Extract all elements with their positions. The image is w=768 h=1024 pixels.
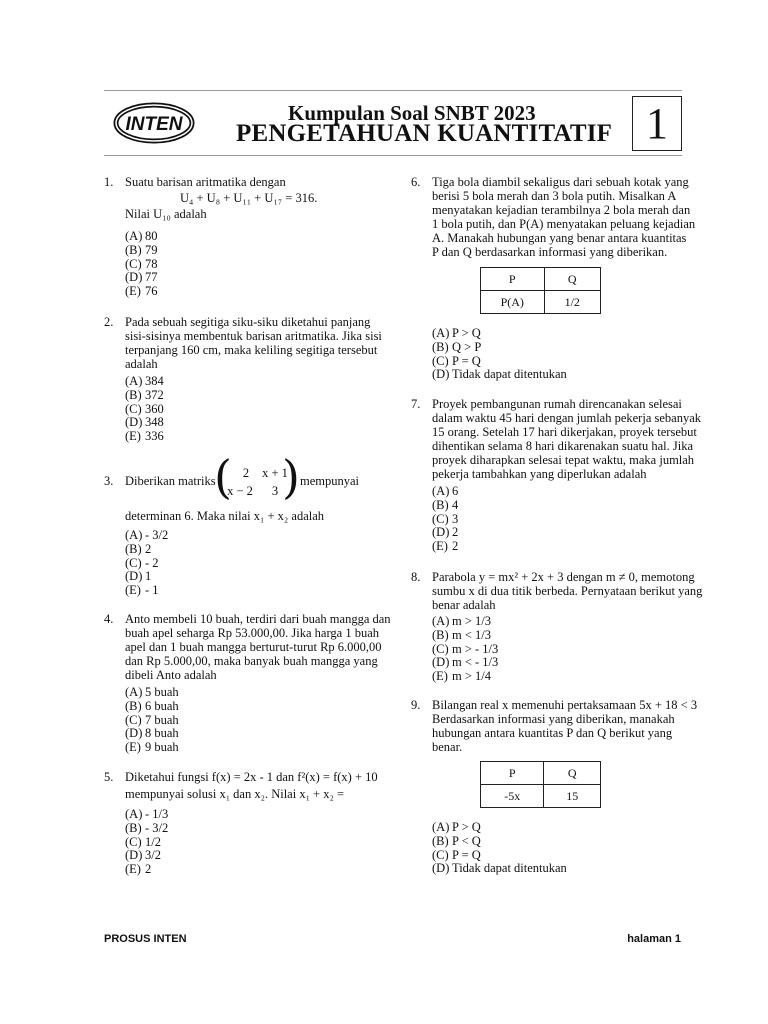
question-number: 3. — [104, 474, 114, 488]
option[interactable]: (A) 80 — [125, 229, 158, 243]
matrix-cell: 3 — [271, 484, 279, 498]
table-cell: 1/2 — [544, 291, 600, 314]
question-6-table — [480, 267, 601, 314]
option[interactable]: (C) P = Q — [432, 353, 481, 368]
table-header-cell: Q — [544, 268, 600, 291]
option[interactable]: (B) 4 — [432, 497, 459, 512]
question-5-options — [125, 808, 168, 877]
question-number: 6. — [411, 175, 421, 189]
option[interactable]: (A) - 3/2 — [125, 528, 169, 542]
option[interactable]: (D) m < - 1/3 — [432, 655, 499, 670]
option[interactable]: (C) 78 — [125, 256, 158, 271]
option[interactable]: (B) 6 buah — [125, 698, 179, 713]
option[interactable]: (E) - 1 — [125, 583, 159, 598]
option[interactable]: (B) m < 1/3 — [432, 627, 491, 642]
option[interactable]: (A) 5 buah — [125, 685, 179, 699]
left-paren-icon: ( — [214, 450, 232, 504]
option[interactable]: (D) 348 — [125, 415, 164, 430]
question-3-text: mempunyai — [300, 474, 360, 488]
option[interactable]: (A) P > Q — [432, 820, 481, 834]
matrix-cell: x + 1 — [262, 466, 288, 480]
question-1-line: Nilai U₁₀ adalah — [125, 207, 207, 221]
question-number: 2. — [104, 315, 114, 329]
option[interactable]: (C) 1/2 — [125, 834, 161, 849]
header-subtitle: Kumpulan Soal SNBT 2023 — [288, 101, 536, 125]
question-2-options — [125, 375, 164, 444]
question-number: 4. — [104, 612, 114, 626]
right-paren-icon: ) — [282, 450, 300, 504]
question-text: Bilangan real x memenuhi pertaksamaan 5x + 18 < 3 Berdasarkan informasi yang diberikan, manakah hubungan antara kuantitas P dan Q berikut yang benar. — [432, 698, 698, 754]
page-number-box: 1 — [632, 96, 682, 151]
option[interactable]: (C) 360 — [125, 401, 164, 416]
option[interactable]: (D) 1 — [125, 569, 152, 584]
question-8-options — [432, 615, 498, 684]
footer-page-number: halaman 1 — [627, 933, 681, 945]
option[interactable]: (E) 9 buah — [125, 740, 179, 755]
question-9-table — [480, 761, 601, 808]
option[interactable]: (D) Tidak dapat ditentukan — [432, 861, 567, 876]
table-header-cell: P — [481, 762, 544, 785]
option[interactable]: (B) 372 — [125, 387, 164, 402]
option[interactable]: (E) 2 — [125, 862, 152, 877]
table-header-cell: Q — [544, 762, 601, 785]
question-number: 7. — [411, 397, 421, 411]
footer-left: PROSUS INTEN — [104, 933, 187, 945]
option[interactable]: (D) 8 buah — [125, 726, 179, 741]
table-cell: 15 — [544, 785, 601, 808]
option[interactable]: (E) m > 1/4 — [432, 669, 491, 684]
question-7-options — [432, 485, 458, 554]
question-text: Diketahui fungsi f(x) = 2x - 1 dan f²(x) = f(x) + 10 mempunyai solusi x₁ dan x₂. Nilai x₁ + x₂ = — [125, 770, 378, 801]
question-4-options — [125, 686, 179, 755]
table-cell: P(A) — [481, 291, 545, 314]
option[interactable]: (B) P < Q — [432, 833, 481, 848]
inten-logo — [112, 101, 196, 145]
option[interactable]: (D) 2 — [432, 525, 459, 540]
option[interactable]: (A) m > 1/3 — [432, 614, 491, 628]
option[interactable]: (B) Q > P — [432, 339, 482, 354]
option[interactable]: (C) 7 buah — [125, 712, 179, 727]
question-3-line: determinan 6. Maka nilai x₁ + x₂ adalah — [125, 509, 325, 523]
option[interactable]: (A) 384 — [125, 374, 164, 388]
question-number: 8. — [411, 570, 421, 584]
question-text: Parabola y = mx² + 2x + 3 dengan m ≠ 0, memotong sumbu x di dua titik berbeda. Pernyataan berikut yang benar adalah — [432, 570, 703, 612]
question-text: Tiga bola diambil sekaligus dari sebuah kotak yang berisi 5 bola merah dan 3 bola putih. Misalkan A menyatakan kejadian terambilnya 2 bola merah dan 1 bola putih, dan P(A) menyatakan peluang kejadian A. Manakah hubungan yang benar antara kuantitas P dan Q berdasarkan informasi yang diberikan. — [432, 175, 696, 259]
logo-text: INTEN — [125, 114, 183, 135]
option[interactable]: (B) 79 — [125, 242, 158, 257]
question-text: Anto membeli 10 buah, terdiri dari buah mangga dan buah apel seharga Rp 53.000,00. Jika harga 1 buah apel dan 1 buah mangga berturut-turut Rp 6.000,00 dan Rp 5.000,00, maka banyak buah mangga yang dibeli Anto adalah — [125, 612, 391, 682]
header-bottom-rule — [104, 155, 682, 156]
question-9-options — [432, 821, 567, 876]
option[interactable]: (D) 77 — [125, 270, 158, 285]
question-1-formula: U₄ + U₈ + U₁₁ + U₁₇ = 316. — [180, 191, 318, 205]
table-header-cell: P — [481, 268, 545, 291]
question-3-matrix — [214, 450, 300, 504]
option[interactable]: (E) 2 — [432, 539, 459, 554]
question-6-options — [432, 327, 567, 382]
question-number: 9. — [411, 698, 421, 712]
option[interactable]: (A) - 1/3 — [125, 807, 169, 821]
option[interactable]: (A) P > Q — [432, 326, 481, 340]
question-text: Diberikan matriks — [125, 474, 216, 488]
option[interactable]: (A) 6 — [432, 484, 459, 498]
question-text: Proyek pembangunan rumah direncanakan selesai dalam waktu 45 hari dengan jumlah pekerja sebanyak 15 orang. Setelah 17 hari dikerjakan, proyek tersebut dihentikan selama 8 hari dikarenakan suatu hal. Jika proyek diharapkan selesai tepat waktu, maka jumlah pekerja tambahkan yang diperlukan adalah — [432, 397, 702, 481]
option[interactable]: (C) m > - 1/3 — [432, 641, 499, 656]
question-text: Pada sebuah segitiga siku-siku diketahui panjang sisi-sisinya membentuk barisan aritmatika. Jika sisi terpanjang 160 cm, maka keliling segitiga tersebut adalah — [125, 315, 382, 371]
option[interactable]: (E) 336 — [125, 429, 164, 444]
question-text: Suatu barisan aritmatika dengan — [125, 175, 286, 189]
option[interactable]: (B) 2 — [125, 541, 152, 556]
header-title: PENGETAHUAN KUANTITATIF — [236, 120, 613, 147]
question-3-options — [125, 529, 168, 598]
question-number: 5. — [104, 770, 114, 784]
option[interactable]: (C) - 2 — [125, 555, 159, 570]
option[interactable]: (C) P = Q — [432, 847, 481, 862]
option[interactable]: (D) Tidak dapat ditentukan — [432, 367, 567, 382]
header-top-rule — [104, 90, 682, 91]
matrix-cell: 2 — [242, 466, 250, 480]
option[interactable]: (B) - 3/2 — [125, 820, 169, 835]
question-number: 1. — [104, 175, 114, 189]
option[interactable]: (E) 76 — [125, 284, 158, 299]
option[interactable]: (D) 3/2 — [125, 848, 161, 863]
question-1-options — [125, 230, 158, 299]
option[interactable]: (C) 3 — [432, 511, 459, 526]
table-cell: -5x — [481, 785, 544, 808]
matrix-cell: x − 2 — [227, 484, 253, 498]
